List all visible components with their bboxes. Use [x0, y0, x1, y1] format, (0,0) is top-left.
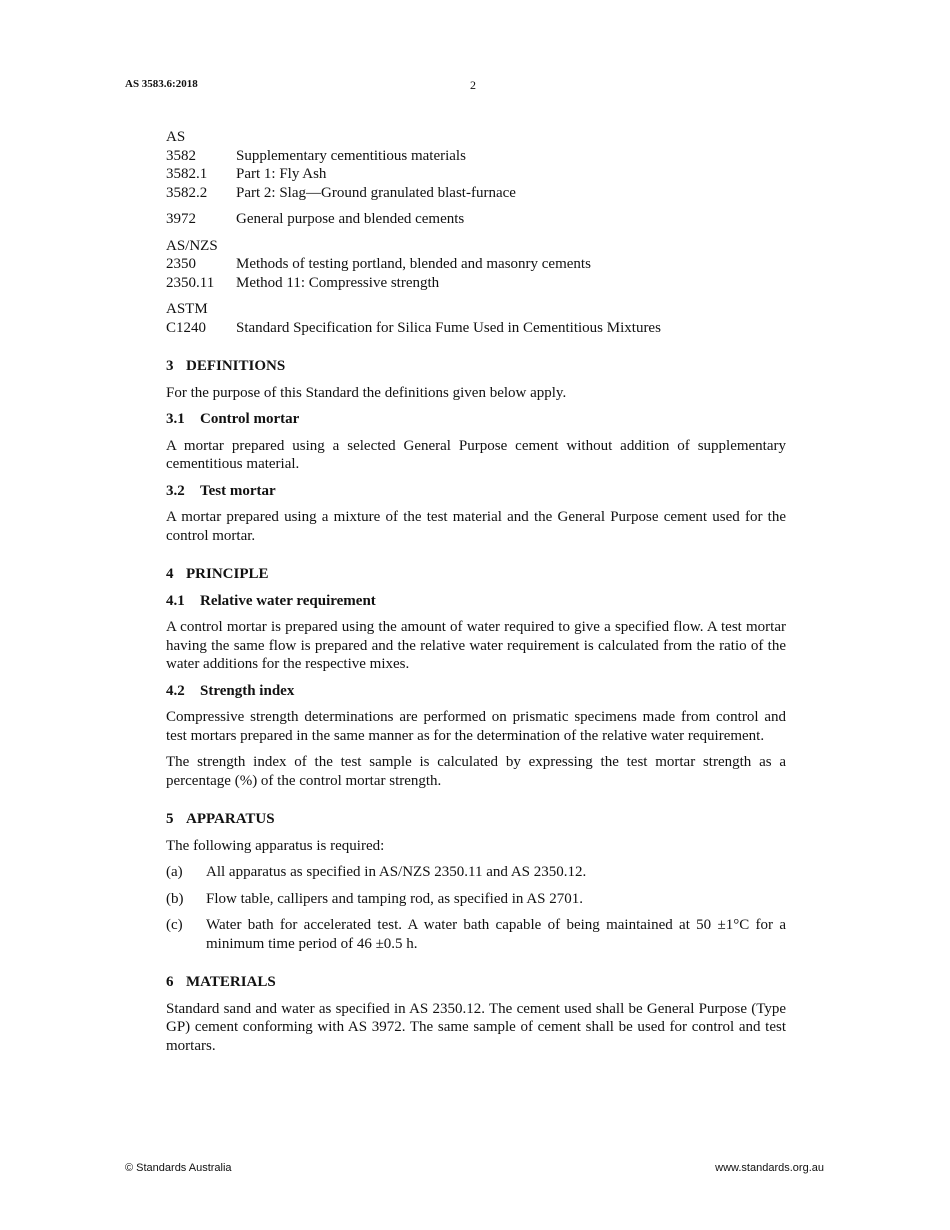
section-title: DEFINITIONS [186, 358, 286, 374]
clause-number: 4.2 [166, 682, 185, 699]
reference-row [166, 210, 786, 229]
section-3-heading [166, 357, 786, 376]
reference-row [166, 165, 786, 184]
section-3-intro: For the purpose of this Standard the definitions given below apply. [166, 384, 567, 401]
clause-3-1-heading [166, 410, 786, 429]
section-title: APPARATUS [186, 811, 275, 827]
clause-number: 4.1 [166, 592, 185, 609]
clause-title: Strength index [200, 682, 295, 699]
clause-3-2-text: A mortar prepared using a mixture of the test material and the General Purpose cement used for the control mortar. [166, 509, 786, 544]
clause-4-2-text-1: Compressive strength determinations are performed on prismatic specimens made from control and test mortars prepared in the same manner as for the determination of the relative water requirement. [166, 709, 786, 744]
section-title: MATERIALS [186, 974, 276, 990]
section-5-heading [166, 810, 786, 829]
reference-group-asnzs [166, 237, 786, 293]
reference-title: Standard Specification for Silica Fume Used in Cementitious Mixtures [236, 319, 661, 336]
clause-4-2-heading [166, 682, 786, 701]
reference-group-label: AS/NZS [166, 237, 218, 254]
section-title: PRINCIPLE [186, 566, 269, 582]
list-item-text: Water bath for accelerated test. A water bath capable of being maintained at 50 ±1°C for a minimum time period of 46 ±0.5 h. [206, 917, 786, 952]
list-item-text: All apparatus as specified in AS/NZS 2350.11 and AS 2350.12. [206, 864, 587, 880]
section-6-text: Standard sand and water as specified in AS 2350.12. The cement used shall be General Purpose (Type GP) cement conforming with AS 3972. The same sample of cement shall be used for control and test mortars. [166, 1000, 786, 1054]
section-number: 5 [166, 811, 174, 827]
clause-3-2-heading [166, 482, 786, 501]
clause-number: 3.1 [166, 411, 185, 427]
reference-title: Part 1: Fly Ash [236, 166, 327, 182]
reference-row [166, 147, 786, 166]
reference-number: 3582.1 [166, 166, 208, 182]
section-6-heading [166, 973, 786, 992]
reference-row [166, 274, 786, 293]
list-item [166, 916, 786, 953]
reference-title: General purpose and blended cements [236, 211, 465, 227]
section-number: 6 [166, 974, 174, 990]
reference-title: Methods of testing portland, blended and masonry cements [236, 256, 591, 272]
footer-copyright: © Standards Australia [125, 1162, 232, 1174]
section-number: 3 [166, 358, 174, 374]
list-item [166, 863, 786, 882]
reference-number: 2350 [166, 256, 196, 272]
reference-row [166, 319, 786, 338]
clause-number: 3.2 [166, 482, 185, 499]
footer-website-link[interactable]: www.standards.org.au [715, 1162, 824, 1174]
clause-4-1-heading [166, 592, 786, 611]
reference-number: C1240 [166, 319, 207, 336]
reference-row [166, 255, 786, 274]
list-item-text: Flow table, callipers and tamping rod, as specified in AS 2701. [206, 890, 584, 907]
list-item-label: (c) [166, 917, 183, 933]
document-code: AS 3583.6:2018 [125, 78, 198, 90]
reference-group-label: AS [166, 129, 186, 145]
section-4-heading [166, 565, 786, 584]
reference-group-astm [166, 300, 786, 337]
reference-list [166, 128, 786, 337]
list-item [166, 890, 786, 909]
clause-4-1-text: A control mortar is prepared using the amount of water required to give a specified flow. A test mortar having the same flow is prepared and the relative water requirement is calculated from the ratio of the water additions for the respective mixes. [166, 619, 786, 672]
reference-number: 2350.11 [166, 274, 215, 291]
reference-title: Method 11: Compressive strength [236, 274, 440, 291]
reference-number: 3582.2 [166, 184, 208, 201]
clause-3-1-text: A mortar prepared using a selected General Purpose cement without addition of supplementary cementitious material. [166, 437, 786, 472]
reference-group-as [166, 128, 786, 202]
reference-title: Supplementary cementitious materials [236, 147, 466, 164]
reference-row [166, 184, 786, 203]
page-content [166, 128, 786, 1063]
reference-number: 3582 [166, 147, 196, 164]
page-number: 2 [470, 78, 476, 92]
reference-group-as-cements [166, 210, 786, 229]
clause-title: Test mortar [200, 482, 276, 499]
section-5-intro: The following apparatus is required: [166, 837, 385, 854]
list-item-label: (a) [166, 864, 183, 880]
clause-title: Control mortar [200, 411, 300, 427]
reference-title: Part 2: Slag—Ground granulated blast-furnace [236, 184, 516, 201]
reference-number: 3972 [166, 211, 196, 227]
reference-group-label: ASTM [166, 301, 208, 317]
clause-4-2-text-2: The strength index of the test sample is calculated by expressing the test mortar strength as a percentage (%) of the control mortar strength. [166, 754, 786, 789]
section-number: 4 [166, 566, 174, 582]
list-item-label: (b) [166, 890, 184, 907]
clause-title: Relative water requirement [200, 592, 376, 609]
